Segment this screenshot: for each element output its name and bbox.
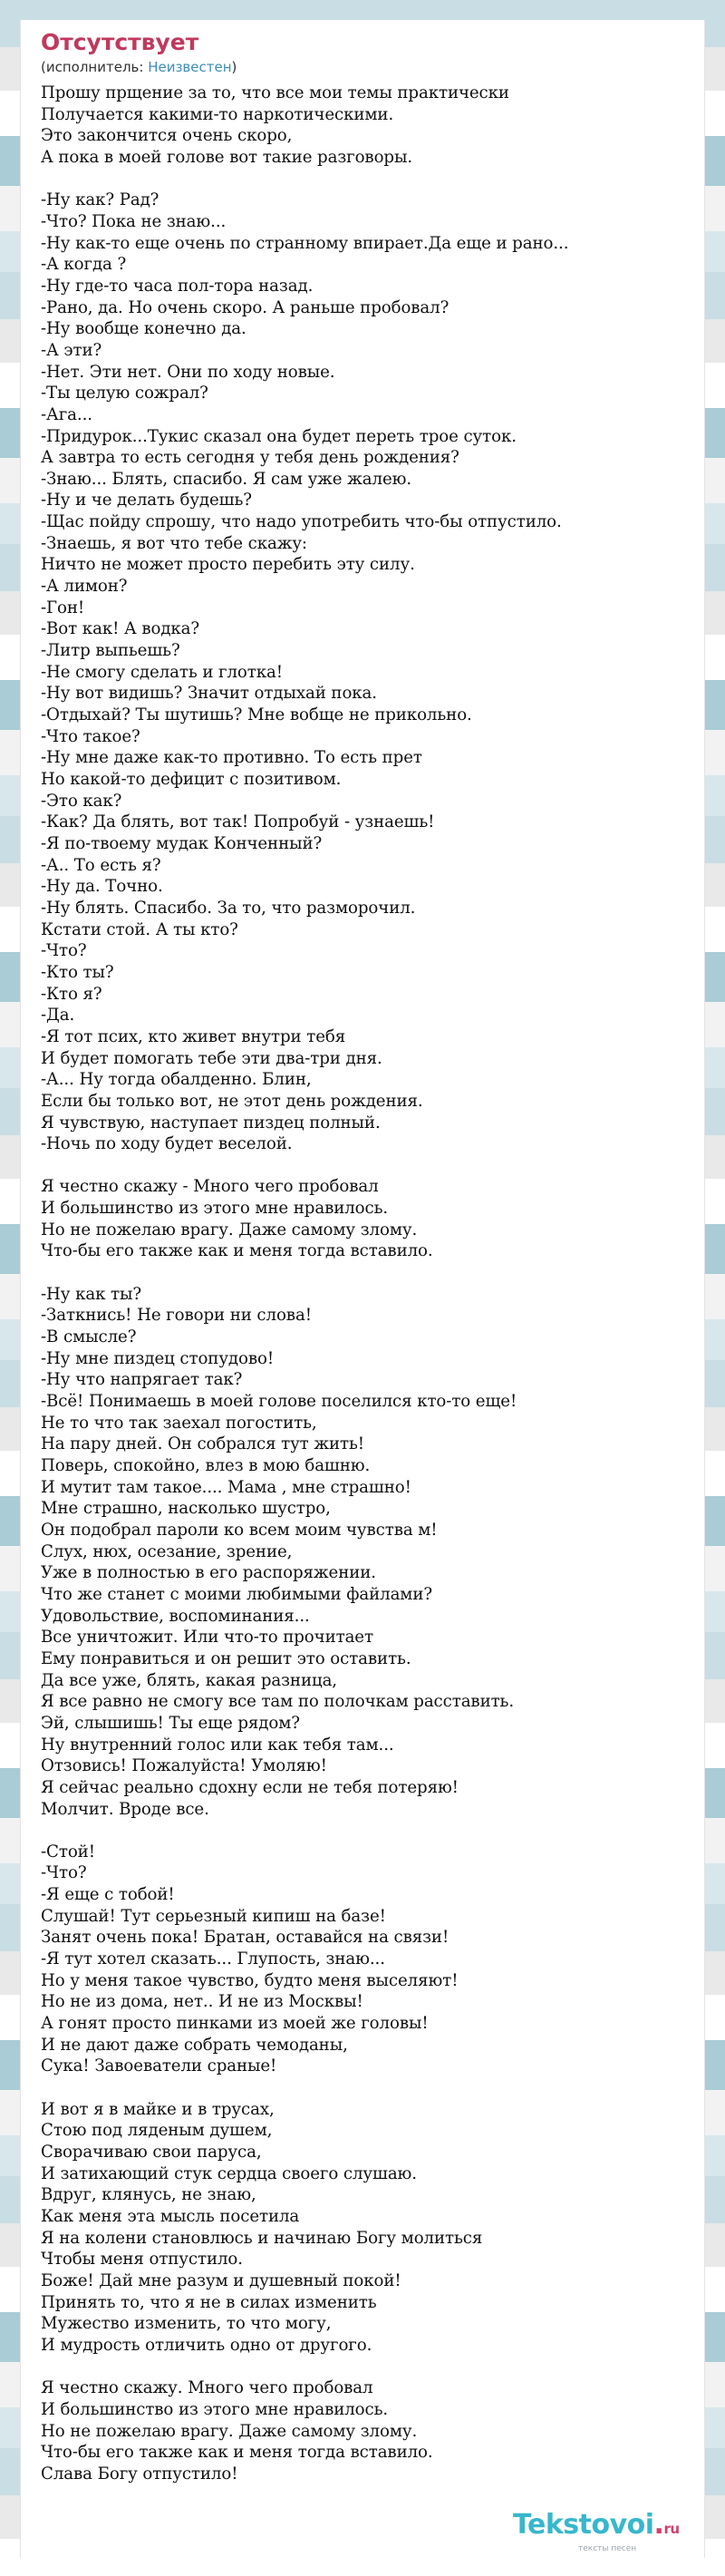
lyrics-text: Прошу прщение за то, что все мои темы практически Получается какими-то наркотическими. Это закончится очень скоро, А пока в моей голове вот такие разговоры. -Ну как? Рад? -Что? Пока не знаю... -Ну как-то еще очень по странному впирает.Да еще и рано... -А когда ? -Ну где-то часа пол-тора назад. -Рано, да. Но очень скоро. А раньше пробовал? -Ну вообще конечно да. -А эти? -Нет. Эти нет. Они по ходу новые. -Ты целую сожрал? -Ага... -Придурок...Тукис сказал она будет переть трое суток. А завтра то есть сегодня у тебя день рождения? -Знаю... Блять, спасибо. Я сам уже жалею. -Ну и че делать будешь? -Щас пойду спрошу, что надо употребить что-бы отпустило. -Знаешь, я вот что тебе скажу: Ничто не может просто перебить эту силу. -А лимон? -Гон! -Вот как! А водка? -Литр выпьешь? -Не смогу сделать и глотка! -Ну вот видишь? Значит отдыхай пока. -Отдыхай? Ты шутишь? Мне вобще не прикольно. -Что такое? -Ну мне даже как-то противно. То есть прет Но какой-то дефицит с позитивом. -Это как? -Как? Да блять, вот так! Попробуй - узнаешь! -Я по-твоему мудак Конченный? -А.. То есть я? -Ну да. Точно. -Ну блять. Спасибо. За то, что разморочил. Кстати стой. А ты кто? -Что? -Кто ты? -Кто я? -Да. -Я тот псих, кто живет внутри тебя И будет помогать тебе эти два-три дня. -А... Ну тогда обалденно. Блин, Если бы только вот, не этот день рождения. Я чувствую, наступает пиздец полный. -Ночь по ходу будет веселой. Я честно скажу - Много чего пробовал И большинство из этого мне нравилось. Но не пожелаю врагу. Даже самому злому. Что-бы его также как и меня тогда вставило. -Ну как ты? -Заткнись! Не говори ни слова! -В смысле? -Ну мне пиздец стопудово! -Ну что напрягает так? -Всё! Понимаешь в моей голове поселился кто-то еще! Не то что так заехал погостить, На пару дней. Он собрался тут жить! Поверь, спокойно, влез в мою башню. И мутит там такое.... Мама , мне страшно! Мне страшно, насколько шустро, Он подобрал пароли ко всем моим чувства м! Слух, нюх, осезание, зрение, Уже в полностью в его распоряжении. Что же станет с моими любимыми файлами? Удовольствие, воспоминания... Все уничтожит. Или что-то прочитает Ему понравиться и он решит это оставить. Да все уже, блять, какая разница, Я все равно не смогу все там по полочкам расставить. Эй, слышишь! Ты еще рядом? Ну внутренний голос или как тебя там... Отзовись! Пожалуйста! Умоляю! Я сейчас реально сдохну если не тебя потеряю! Молчит. Вроде все. -Стой! -Что? -Я еще с тобой! Слушай! Тут серьезный кипиш на базе! Занят очень пока! Братан, оставайся на связи! -Я тут хотел сказать... Глупость, знаю... Но у меня такое чувство, будто меня выселяют! Но не из дома, нет.. И не из Москвы! А гонят просто пинками из моей же головы! И не дают даже собрать чемоданы, Сука! Завоеватели сраные! И вот я в майке и в трусах, Стою под ляденым душем, Сворачиваю свои паруса, И затихающий стук сердца своего слушаю. Вдруг, клянусь, не знаю, Как меня эта мысль посетила Я на колени становлюсь и начинаю Богу молиться Чтобы меня отпустило. Боже! Дай мне разум и душевный покой! Принять то, что я не в силах изменить Мужество изменить, то что могу, И мудрость отличить одно от другого. Я честно скажу. Много чего пробовал И большинство из этого мне нравилось. Но не пожелаю врагу. Даже самому злому. Что-бы его также как и меня тогда вставило. Слава Богу отпустило! bbox=[41, 83, 569, 2484]
logo-tagline: тексты песен bbox=[578, 2544, 637, 2553]
lyrics-card bbox=[20, 20, 705, 2558]
logo-tld: ru bbox=[663, 2521, 680, 2537]
site-logo[interactable] bbox=[513, 2509, 691, 2553]
artist-link[interactable]: Неизвестен bbox=[148, 59, 232, 75]
artist-prefix: (исполнитель: bbox=[41, 59, 149, 75]
logo-brand: Tekstovoi bbox=[513, 2509, 654, 2541]
artist-suffix: ) bbox=[231, 59, 237, 75]
song-title: Отсутствует bbox=[41, 29, 199, 55]
logo-dot: . bbox=[653, 2509, 664, 2541]
logo-wordmark bbox=[513, 2510, 691, 2544]
artist-line bbox=[41, 58, 682, 76]
